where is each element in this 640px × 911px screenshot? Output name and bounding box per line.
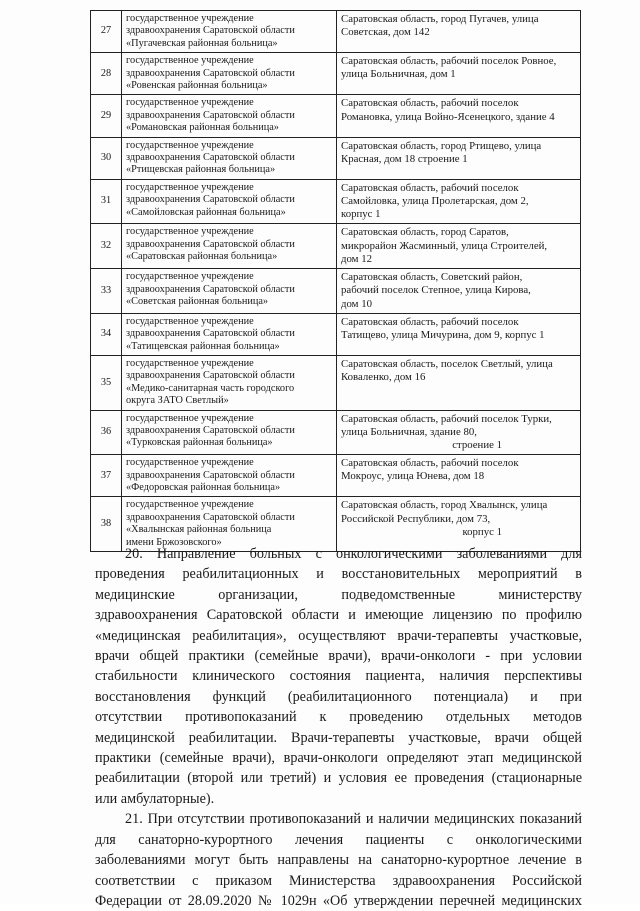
address-cell (337, 137, 581, 179)
organization-name-line: «Ртищевская районная больница» (126, 164, 276, 176)
organization-name-cell (122, 355, 337, 410)
address-cell (337, 313, 581, 355)
address-line: Саратовская область, рабочий поселок Ровное, (341, 55, 557, 68)
table-row (91, 224, 581, 269)
paragraph-20 (95, 544, 582, 809)
address-line-tail: строение 1 (452, 438, 502, 451)
address-cell (337, 410, 581, 455)
organization-name-cell (122, 137, 337, 179)
paragraph-line: стабильности клинического состояния пациента, наличия перспективы (95, 668, 582, 685)
organization-name-line: «Саратовская районная больница» (126, 251, 278, 263)
organization-name-line: государственное учреждение (126, 226, 254, 238)
row-number: 36 (91, 410, 122, 455)
organization-name-line: «Хвалынская районная больница (126, 524, 272, 536)
organization-name-line: здравоохранения Саратовской области (126, 283, 295, 295)
paragraph-line: 20. Направление больных с онкологическими заболеваниями для (125, 546, 582, 562)
table-row (91, 53, 581, 95)
table-row (91, 269, 581, 314)
address-cell (337, 95, 581, 137)
organization-name-line: здравоохранения Саратовской области (126, 194, 295, 206)
organization-name-line: здравоохранения Саратовской области (126, 511, 295, 523)
address-line: Саратовская область, город Ртищево, улица (341, 139, 542, 152)
row-number: 29 (91, 95, 122, 137)
paragraph-line: здравоохранения Саратовской области и имеющие лицензию по профилю (95, 607, 582, 624)
organization-name-line: государственное учреждение (126, 97, 254, 109)
address-line: рабочий поселок Степное, улица Кирова, (341, 284, 531, 297)
organization-name-line: здравоохранения Саратовской области (126, 67, 295, 79)
row-number: 37 (91, 455, 122, 497)
organization-name-line: здравоохранения Саратовской области (126, 424, 295, 436)
address-line: микрорайон Жасминный, улица Строителей, (341, 239, 548, 252)
organization-name-line: имени Бржозовского» (126, 536, 222, 548)
paragraph-line: Федерации от 28.09.2020 № 1029н «Об утверждении перечней медицинских (95, 892, 582, 909)
organization-name-line: «Ровенская районная больница» (126, 80, 268, 92)
organization-name-line: государственное учреждение (126, 13, 254, 24)
organization-name-cell (122, 269, 337, 314)
address-line: Романовка, улица Войно-Ясенецкого, здание 4 (341, 110, 555, 123)
organization-name-line: здравоохранения Саратовской области (126, 152, 295, 164)
address-line: Коваленко, дом 16 (341, 371, 426, 384)
paragraph-line: медицинской реабилитации. Врачи-терапевты участковые, врачи общей (95, 729, 582, 746)
table-row (91, 179, 581, 224)
table-row (91, 95, 581, 137)
address-line: Саратовская область, Советский район, (341, 271, 523, 284)
address-line: Саратовская область, рабочий поселок Турки, (341, 412, 552, 425)
address-cell (337, 269, 581, 314)
address-line: улица Больничная, дом 1 (341, 68, 456, 81)
paragraph-21 (95, 809, 582, 911)
organization-name-line: округа ЗАТО Светлый» (126, 395, 229, 407)
address-line: Саратовская область, поселок Светлый, улица (341, 357, 553, 370)
document-body-text (95, 544, 582, 911)
address-line: Самойловка, улица Пролетарская, дом 2, (341, 195, 529, 208)
address-line: Саратовская область, рабочий поселок (341, 457, 519, 470)
address-cell (337, 53, 581, 95)
address-line: Саратовская область, город Пугачев, улица (341, 13, 539, 25)
address-cell (337, 11, 581, 53)
paragraph-line: медицинские организации, подведомственные министерству (95, 586, 582, 603)
address-cell (337, 224, 581, 269)
address-line: Красная, дом 18 строение 1 (341, 152, 468, 165)
address-cell (337, 355, 581, 410)
address-line: Мокроус, улица Юнева, дом 18 (341, 470, 485, 483)
address-cell (337, 179, 581, 224)
paragraph-line: реабилитации (второй или третий) и условия ее проведения (стационарные (95, 770, 582, 787)
row-number: 27 (91, 11, 122, 53)
organization-name-line: «Медико-санитарная часть городского (126, 382, 295, 394)
organization-name-line: государственное учреждение (126, 315, 254, 327)
address-line: Саратовская область, город Хвалынск, улица (341, 499, 548, 512)
organization-name-line: здравоохранения Саратовской области (126, 469, 295, 481)
row-number: 28 (91, 53, 122, 95)
organization-name-line: «Татищевская районная больница» (126, 340, 280, 352)
address-line: Саратовская область, рабочий поселок (341, 315, 519, 328)
medical-organizations-table (90, 10, 581, 552)
row-number: 34 (91, 313, 122, 355)
organization-name-line: государственное учреждение (126, 412, 254, 424)
address-line: Саратовская область, город Саратов, (341, 226, 509, 239)
organization-name-line: «Федоровская районная больница» (126, 481, 281, 493)
organization-name-line: государственное учреждение (126, 181, 254, 193)
organization-name-line: «Пугачевская районная больница» (126, 37, 278, 49)
table-row (91, 455, 581, 497)
row-number: 33 (91, 269, 122, 314)
row-number: 35 (91, 355, 122, 410)
address-line: дом 10 (341, 297, 373, 310)
address-line: Российской Республики, дом 73, (341, 512, 491, 525)
organization-name-line: здравоохранения Саратовской области (126, 328, 295, 340)
organization-name-line: государственное учреждение (126, 139, 254, 151)
address-line: Татищево, улица Мичурина, дом 9, корпус 1 (341, 328, 545, 341)
organization-name-line: государственное учреждение (126, 271, 254, 283)
organization-name-cell (122, 224, 337, 269)
organization-name-line: здравоохранения Саратовской области (126, 238, 295, 250)
organization-name-line: здравоохранения Саратовской области (126, 25, 295, 37)
organization-name-line: здравоохранения Саратовской области (126, 370, 295, 382)
organization-name-line: государственное учреждение (126, 499, 254, 511)
table-row (91, 410, 581, 455)
table-row (91, 355, 581, 410)
organization-name-line: «Самойловская районная больница» (126, 206, 286, 218)
organization-name-line: «Советская районная больница» (126, 295, 269, 307)
paragraph-line: 21. При отсутствии противопоказаний и наличии медицинских показаний (125, 811, 582, 828)
table-row (91, 137, 581, 179)
address-line: дом 12 (341, 252, 373, 265)
row-number: 31 (91, 179, 122, 224)
organization-name-line: «Романовская районная больница» (126, 122, 279, 134)
organization-name-line: «Турковская районная больница» (126, 437, 273, 449)
address-line: корпус 1 (341, 208, 381, 221)
organization-name-cell (122, 313, 337, 355)
organization-name-cell (122, 410, 337, 455)
address-line: Советская, дом 142 (341, 26, 430, 39)
paragraph-line: заболеваниями могут быть направлены на санаторно-курортное лечение в (95, 852, 582, 869)
organization-name-cell (122, 53, 337, 95)
row-number: 32 (91, 224, 122, 269)
organization-name-line: государственное учреждение (126, 357, 254, 369)
paragraph-line: восстановления функций (реабилитационного потенциала) и при (95, 688, 582, 705)
address-line: Саратовская область, рабочий поселок (341, 97, 519, 110)
organization-name-cell (122, 95, 337, 137)
organization-name-line: государственное учреждение (126, 457, 254, 469)
paragraph-line: или амбулаторные). (95, 790, 215, 807)
organization-name-cell (122, 179, 337, 224)
paragraph-line: соответствии с приказом Министерства здравоохранения Российской (95, 872, 582, 889)
organization-name-line: здравоохранения Саратовской области (126, 109, 295, 121)
paragraph-line: для санаторно-курортного лечения пациенты с онкологическими (95, 831, 582, 848)
paragraph-line: отсутствии противопоказаний к проведению отдельных методов (95, 709, 582, 726)
table-row (91, 11, 581, 53)
address-line: улица Больничная, здание 80, (341, 425, 477, 438)
organization-name-cell (122, 11, 337, 53)
address-line: Саратовская область, рабочий поселок (341, 181, 519, 194)
address-cell (337, 455, 581, 497)
organization-name-cell (122, 455, 337, 497)
table-row (91, 313, 581, 355)
row-number: 38 (91, 497, 122, 552)
paragraph-line: врачи общей практики (семейные врачи), врачи-онкологи - при условии (95, 648, 582, 665)
address-line-tail: корпус 1 (462, 525, 502, 538)
paragraph-line: практики (семейные врачи), врачи-онкологи определяют этап медицинской (95, 750, 582, 767)
paragraph-line: «медицинская реабилитация», осуществляют врачи-терапевты участковые, (95, 627, 582, 644)
paragraph-line: проведения реабилитационных и восстановительных мероприятий в (95, 566, 582, 583)
organization-name-line: государственное учреждение (126, 55, 254, 67)
row-number: 30 (91, 137, 122, 179)
